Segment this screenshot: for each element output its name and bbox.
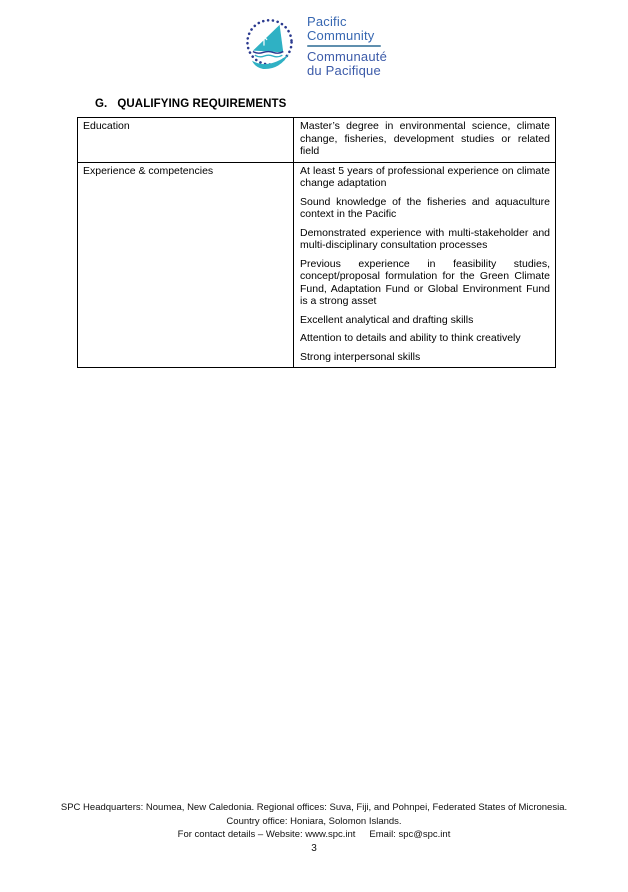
requirement-paragraph: Previous experience in feasibility studies, concept/proposal formulation for the Green Climate Fund, Adaptation Fund or Global Environment Fund is a strong asset <box>300 257 550 307</box>
page-footer <box>0 801 628 855</box>
logo-divider <box>307 45 381 47</box>
table-row-education <box>78 118 555 162</box>
spc-sail-emblem-icon <box>241 16 298 76</box>
footer-contact-line <box>0 828 628 842</box>
table-row-experience <box>78 162 555 368</box>
logo-name-en-line1: Pacific <box>306 14 347 29</box>
row-label: Education <box>78 118 294 162</box>
footer-headquarters-line: SPC Headquarters: Noumea, New Caledonia. Regional offices: Suva, Fiji, and Pohnpei, Federated States of Micronesia. <box>60 802 568 813</box>
section-heading-number: G. <box>95 98 108 110</box>
requirement-paragraph: At least 5 years of professional experience on climate change adaptation <box>300 164 550 189</box>
footer-country-office-line: Country office: Honiara, Solomon Islands. <box>226 815 402 827</box>
requirement-paragraph: Attention to details and ability to think creatively <box>300 332 521 344</box>
requirement-paragraph: Sound knowledge of the fisheries and aquaculture context in the Pacific <box>300 195 550 220</box>
logo-name-fr-line2: du Pacifique <box>306 62 381 78</box>
footer-website-text: For contact details – Website: www.spc.int <box>177 829 356 840</box>
logo-name-fr-line1: Communauté <box>306 49 388 64</box>
qualifying-requirements-table <box>77 117 556 368</box>
requirement-paragraph: Strong interpersonal skills <box>300 350 421 363</box>
logo-name-en-line2: Community <box>306 27 375 43</box>
row-label: Experience & competencies <box>78 163 294 368</box>
requirement-paragraph: Demonstrated experience with multi-stakeholder and multi-disciplinary consultation processes <box>300 226 550 251</box>
section-heading <box>95 98 286 110</box>
page-number: 3 <box>311 842 317 854</box>
requirement-paragraph: Excellent analytical and drafting skills <box>300 313 474 326</box>
requirement-paragraph: Master’s degree in environmental science, climate change, fisheries, development studies or related field <box>300 120 550 157</box>
logo-wordmark <box>307 15 387 77</box>
row-content <box>294 163 555 368</box>
row-content <box>294 118 555 162</box>
section-heading-title: QUALIFYING REQUIREMENTS <box>117 98 287 110</box>
footer-email-text: Email: spc@spc.int <box>369 829 451 840</box>
spc-logo <box>0 15 628 77</box>
